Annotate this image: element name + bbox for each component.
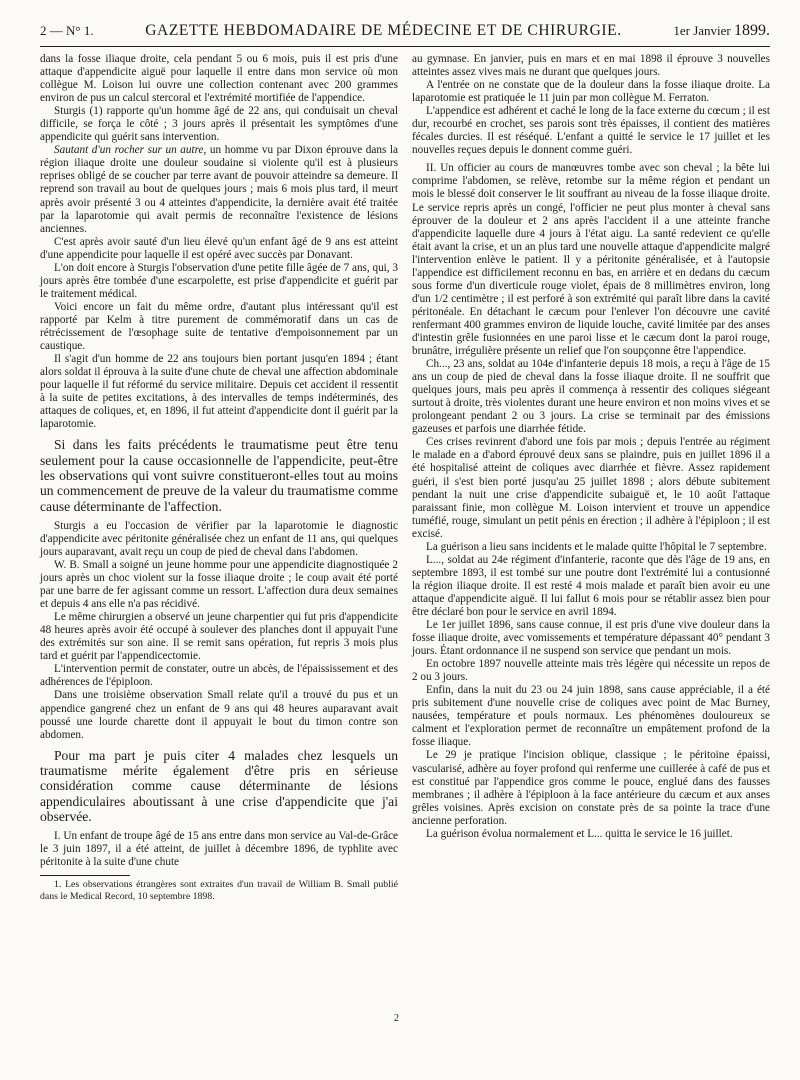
paragraph-text: 1. Les observations étrangères sont extraites d'un travail de William B. Small publié dans le Medical Record, 10 septembre 1898. [40, 879, 398, 903]
journal-title: GAZETTE HEBDOMADAIRE DE MÉDECINE ET DE CHIRURGIE. [145, 22, 622, 39]
paragraph [412, 79, 770, 105]
paragraph-text: Le même chirurgien a observé un jeune charpentier qui fut pris d'appendicite 48 heures après avoir été occupé à soulever des planches dont il appuyait l'une des extrémités sur son aine. Il se remit sans opération, fut repris 3 mois plus tard et guérit par l'appendicectomie. [40, 611, 398, 663]
issue-date [673, 22, 770, 40]
paragraph-text: W. B. Small a soigné un jeune homme pour une appendicite diagnostiquée 2 jours après un choc violent sur la fosse iliaque droite ; le coup avait été porté par une barre de fer agissant comme un ressort. L'affection dura deux semaines et depuis 4 ans elle n'a pas récidivé. [40, 558, 398, 611]
issue-year: 1899. [734, 22, 770, 39]
paragraph [412, 162, 770, 358]
paragraph [40, 262, 398, 301]
left-column [40, 53, 398, 903]
paragraph [412, 619, 770, 658]
paragraph [412, 828, 770, 841]
paragraph [40, 830, 398, 869]
running-header [40, 22, 770, 40]
paragraph-text: un homme vu par Dixon éprouve dans la région iliaque droite une douleur soudaine si violente qu'il est à plusieurs reprises obligé de se coucher par terre avant de pouvoir atteindre sa demeure. Il reprend son travail au bout de quelques jours ; mais 6 mois plus tard, il meurt après avoir présenté 3 ou 4 atteintes d'appendicite, la dernière avait été traitée par la laparotomie qui avait permis de reconnaître l'existence de lésions anciennes. [40, 144, 398, 235]
paragraph-text: L'appendice est adhérent et caché le long de la face externe du cœcum ; il est dur, recourbé en crochet, ses parois sont très épaisses, il contient des matières fécales durcies. Il est réséqué. L'enfant a quitté le service le 17 juillet et les nouvelles reçues depuis le donnent comme guéri. [412, 105, 770, 157]
paragraph [40, 53, 398, 105]
paragraph [40, 748, 398, 824]
paragraph [412, 749, 770, 827]
paragraph [412, 436, 770, 540]
paragraph [412, 358, 770, 436]
paragraph-text: Le 29 je pratique l'incision oblique, classique ; le péritoine épaissi, vascularisé, adhère au foyer profond qui renferme une cuillerée à café de pus et est constitué par l'appendice gros comme le pouce, englué dans des fausses membranes ; il adhère à l'épiploon à la face antérieure du cæcum et aux anses grêles voisines. Après excision on constate près de sa pointe la trace d'une ancienne perforation. [412, 749, 770, 827]
paragraph [40, 105, 398, 144]
paragraph-text: Ces crises revinrent d'abord une fois par mois ; depuis l'entrée au régiment le malade en a d'abord éprouvé deux sans se plaindre, puis en juillet 1896 il a été hospitalisé atteint de coliques avec diarrhée et fièvre. Assez rapidement guéri, il s'est bien porté jusqu'au 25 juillet 1898 ; alors débute subitement pendant la nuit une crise d'appendicite subaiguë et, le 10 août l'attaque paraissant finie, mon collègue M. Loison intervient et trouve un appendice tuméfié, rouge, simulant un petit pénis en érection ; il adhère à l'épiploon ; il est excisé. [412, 436, 770, 540]
paragraph [412, 53, 770, 79]
paragraph [40, 301, 398, 353]
paragraph-text: Ch..., 23 ans, soldat au 104e d'infanterie depuis 18 mois, a reçu à l'âge de 15 ans un coup de pied de cheval dans la fosse iliaque droite. Il ne souffrit que quelques jours, mais peu après il commença à ressentir des coliques siégeant surtout à droite, très violentes durant une heure environ et non moins vives et se prolongeant pendant 2 ou 3 jours. La crise se terminait par des émissions gazeuses et parfois une diarrhée fétide. [412, 358, 770, 436]
paragraph-text: I. Un enfant de troupe âgé de 15 ans entre dans mon service au Val-de-Grâce le 3 juin 1897, il a été atteint, de juillet à décembre 1896, de typhlite avec péritonite à la suite d'une chute [40, 830, 398, 869]
right-column [412, 53, 770, 903]
article-body [40, 53, 770, 903]
paragraph [40, 663, 398, 689]
paragraph [40, 611, 398, 663]
paragraph-text: Voici encore un fait du même ordre, d'autant plus intéressant qu'il est rapporté par Kelm à titre purement de commémoratif dans un cas de rétrécissement de l'œsophage suite de tentative d'empoisonnement par un caustique. [40, 300, 398, 353]
paragraph-text: Pour ma part je puis citer 4 malades chez lesquels un traumatisme mérite également d'être pris en sérieuse considération comme cause déterminante de lésions appendiculaires aboutissant à une crise d'appendicite que j'ai observée. [40, 747, 398, 824]
paragraph-text: Le 1er juillet 1896, sans cause connue, il est pris d'une vive douleur dans la fosse iliaque droite, avec vomissements et température dépassant 40° pendant 3 jours. Étant ordonnance il ne suspend son service que pendant un mois. [412, 619, 770, 658]
italic-lead: Sautant d'un rocher sur un autre, [54, 144, 207, 157]
issue-day-month: 1er Janvier [673, 23, 731, 38]
header-rule [40, 46, 770, 47]
paragraph-text: La guérison a lieu sans incidents et le malade quitte l'hôpital le 7 septembre. [426, 540, 767, 553]
paragraph [412, 541, 770, 554]
paragraph [40, 520, 398, 559]
paragraph-text: En octobre 1897 nouvelle atteinte mais très légère qui nécessite un repos de 2 ou 3 jours. [412, 658, 770, 684]
footnote [40, 879, 398, 903]
page-number-label: 2 — N° 1. [40, 23, 94, 38]
paragraph-text: A l'entrée on ne constate que de la douleur dans la fosse iliaque droite. La laparotomie est pratiquée le 11 juin par mon collègue M. Ferraton. [412, 79, 770, 105]
paragraph [412, 554, 770, 619]
paragraph [40, 353, 398, 431]
paragraph-text: C'est après avoir sauté d'un lieu élevé qu'un enfant âgé de 9 ans est atteint d'une appendicite pour laquelle il est opéré avec succès par Donavant. [40, 235, 398, 261]
paragraph-text: Enfin, dans la nuit du 23 ou 24 juin 1898, sans cause appréciable, il a été pris subitement d'une nouvelle crise de coliques avec point de Mac Burney, nausées, température et pouls normaux. Les phénomènes douloureux se calment et l'exploration permet de reconnaître un empâtement profond de la fosse iliaque. [412, 684, 770, 749]
paragraph [412, 684, 770, 749]
paragraph [40, 144, 398, 235]
paragraph-text: La guérison évolua normalement et L... quitta le service le 16 juillet. [426, 827, 733, 840]
paragraph [40, 236, 398, 262]
paragraph-text: L'intervention permit de constater, outre un abcès, de l'épaississement et des adhérences de l'épiploon. [40, 663, 398, 689]
paragraph-text: II. Un officier au cours de manœuvres tombe avec son cheval ; la bête lui comprime l'abdomen, se relève, retombe sur la même région et pendant un mois le blessé doit conserver le lit souffrant au niveau de la fosse iliaque droite. Le service repris après un congé, l'officier ne peut plus monter à cheval sans éprouver de la douleur et 2 ans après l'accident il a une atteinte franche d'appendicite laquelle dure 4 jours à l'état aigu. La santé redevient ce qu'elle était avant la crise, et un an plus tard une nouvelle attaque d'appendicite malgré l'intervention enlève le patient. Il y a péritonite généralisée, et à l'autopsie l'appendice est difficilement reconnu en bas, en arrière et en dedans du cæcum sous forme d'un diverticule rouge violet, épais de 8 millimètres environ, long d'un 1/2 centimètre ; il est perforé à son extrémité qui paraît libre dans la cavité péritonéale. En détachant le cæcum pour l'enlever l'on découvre une cavité renfermant 400 grammes environ de liquide louche, cavité limitée par des anses d'intestin grêle fusionnées en une paroi lisse et le cæcum dont la paroi rouge, brunâtre, irrégulière présente un relief que l'on soupçonne être l'appendice. [412, 162, 770, 358]
paragraph-text: dans la fosse iliaque droite, cela pendant 5 ou 6 mois, puis il est pris d'une attaque d'appendicite aiguë pour laquelle il entre dans mon service où mon collègue M. Loison lui ouvre une collection contenant avec 200 grammes environ de pus un calcul stercoral et l'extrémité mortifiée de l'appendice. [40, 53, 398, 105]
paragraph [40, 559, 398, 611]
paragraph [412, 658, 770, 684]
paragraph [40, 689, 398, 741]
footnote-rule [40, 875, 130, 876]
paragraph-text: Il s'agit d'un homme de 22 ans toujours bien portant jusqu'en 1894 ; étant alors soldat il éprouva à la suite d'une chute de cheval une affection abdominale pour laquelle il fut réformé du service militaire. Depuis cet accident il ressentit à la suite de petites excitations, à des intervalles de temps indéterminés, des attaques de coliques, et, en 1896, il fut atteint d'appendicite dont il guérit par la laparotomie. [40, 353, 398, 431]
paragraph-text: L..., soldat au 24e régiment d'infanterie, raconte que dès l'âge de 19 ans, en septembre 1893, il est tombé sur une poutre dont l'extrémité lui a contusionné la région iliaque droite. Il est resté 4 mois malade et paraît bien avoir eu une attaque d'appendicite aiguë. Il lui fallut 6 mois pour se rétablir assez bien pour être déclaré bon pour le service en avril 1894. [412, 553, 770, 618]
folio-number: 2 [394, 1013, 399, 1024]
paragraph-text: Sturgis (1) rapporte qu'un homme âgé de 22 ans, qui conduisait un cheval difficile, se força le côté ; 3 jours après il présentait les symptômes d'une appendicite qui guérit sans intervention. [40, 105, 398, 144]
paragraph [412, 105, 770, 157]
paragraph [40, 437, 398, 513]
paragraph-text: Si dans les faits précédents le traumatisme peut être tenu seulement pour la cause occasionnelle de l'appendicite, peut-être les observations qui vont suivre constitueront-elles tout au moins un commencement de preuve de la valeur du traumatisme comme cause déterminante de l'affection. [40, 437, 398, 514]
paragraph-text: Dans une troisième observation Small relate qu'il a trouvé du pus et un appendice gangrené chez un enfant de 9 ans qui 48 heures auparavant avait poussé une lourde charette dont il appuyait le bout du timon contre son abdomen. [40, 689, 398, 741]
paragraph-text: au gymnase. En janvier, puis en mars et en mai 1898 il éprouve 3 nouvelles atteintes assez vives mais ne durant que quelques jours. [412, 53, 770, 79]
paragraph-text: Sturgis a eu l'occasion de vérifier par la laparotomie le diagnostic d'appendicite avec péritonite généralisée chez un enfant de 11 ans, qui quelques jours auparavant, avait reçu un coup de pied de cheval dans l'abdomen. [40, 519, 398, 558]
paragraph-text: L'on doit encore à Sturgis l'observation d'une petite fille âgée de 7 ans, qui, 3 jours après être tombée d'une escarpolette, est prise d'appendicite et guérit par le traitement médical. [40, 261, 398, 300]
